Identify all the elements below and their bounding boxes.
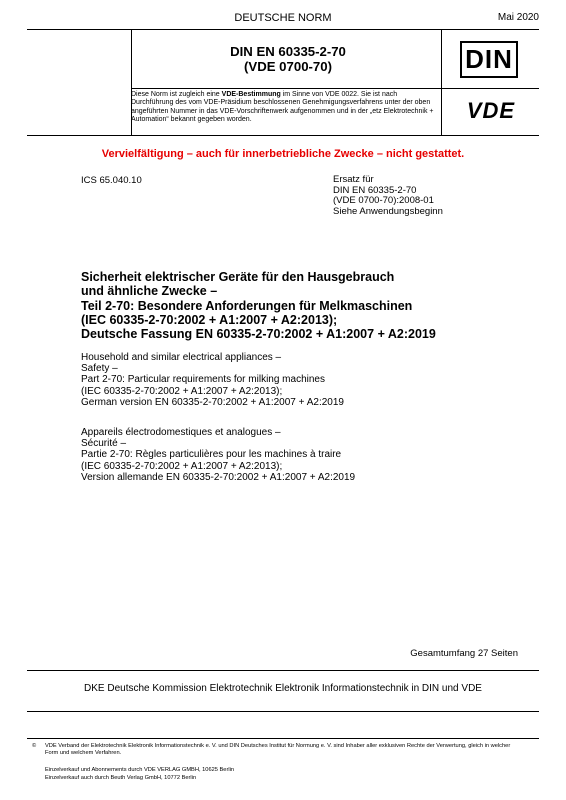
header-title: DEUTSCHE NORM (234, 12, 332, 24)
vde-note-text-2: im Sinne von VDE 0022. Sie ist nach Durchführung des vom VDE-Präsidium beschlossenen Genehmigungsverfahrens unter der oben angeführten Nummer in das VDE-Vorschriftenwerk aufgenommen und in der „etz Elektrotechnik + Automation“ bekannt gegeben worden. (131, 91, 434, 124)
dke-line: DKE Deutsche Kommission Elektrotechnik Elektronik Informationstechnik in DIN und VDE (84, 683, 482, 694)
footer-divider (27, 738, 539, 739)
title-german-line: und ähnliche Zwecke – (81, 284, 218, 299)
din-logo (460, 41, 518, 78)
title-german-line: Teil 2-70: Besondere Anforderungen für Melkmaschinen (81, 298, 413, 313)
replacement-line: DIN EN 60335-2-70 (333, 184, 417, 196)
title-french-line: Version allemande EN 60335-2-70:2002 + A1:2007 + A2:2019 (81, 471, 356, 483)
copy-warning: Vervielfältigung – auch für innerbetriebliche Zwecke – nicht gestattet. (101, 148, 465, 160)
dke-top-divider (27, 670, 539, 671)
frame-bottom-line (27, 135, 539, 136)
title-english-line: Safety – (81, 363, 118, 375)
standard-number-block (140, 44, 436, 74)
replacement-line: (VDE 0700-70):2008-01 (333, 195, 434, 206)
title-german-line: Sicherheit elektrischer Geräte für den Hausgebrauch (81, 270, 395, 284)
standard-number: DIN EN 60335-2-70 (230, 44, 346, 59)
vde-note-bold: VDE-Bestimmung (221, 91, 281, 98)
frame-middle-line (131, 88, 539, 89)
title-english-line: Household and similar electrical appliances – (81, 352, 282, 363)
replacement-line: Ersatz für (333, 174, 374, 185)
replacement-line: Siehe Anwendungsbeginn (333, 205, 443, 217)
vde-note (131, 91, 437, 125)
title-french (81, 427, 541, 483)
sales-line: Einzelverkauf und Abonnements durch VDE VERLAG GMBH, 10625 Berlin (45, 767, 235, 773)
frame-right-line (441, 29, 442, 135)
dke-bottom-divider (27, 711, 539, 712)
title-english-line: (IEC 60335-2-70:2002 + A1:2007 + A2:2013); (81, 385, 283, 397)
title-english-line: Part 2-70: Particular requirements for milking machines (81, 374, 325, 386)
vde-logo: VDE (466, 98, 516, 123)
vde-note-text-1: Diese Norm ist zugleich eine (131, 91, 222, 98)
title-german-line: (IEC 60335-2-70:2002 + A1:2007 + A2:2013); (81, 312, 338, 327)
din-logo-text: DIN (465, 44, 513, 74)
title-english (81, 352, 541, 408)
ics-code: ICS 65.040.10 (81, 175, 142, 186)
title-french-line: Sécurité – (81, 438, 127, 450)
title-german-line: Deutsche Fassung EN 60335-2-70:2002 + A1:2007 + A2:2019 (81, 327, 436, 342)
header-date: Mai 2020 (497, 12, 539, 23)
replacement-info (333, 175, 443, 217)
copyright-symbol: © (32, 743, 37, 749)
title-english-line: German version EN 60335-2-70:2002 + A1:2007 + A2:2019 (81, 396, 344, 408)
copyright-text: VDE Verband der Elektrotechnik Elektronik Informationstechnik e. V. und DIN Deutsches Institut für Normung e. V. sind Inhaber aller exklusiven Rechte der Verwertung, gleich in welcher Form und welchem Verfahren. (45, 743, 511, 756)
total-pages: Gesamtumfang 27 Seiten (410, 648, 518, 659)
footer-copyright (32, 743, 525, 757)
title-french-line: Appareils électrodomestiques et analogues – (81, 427, 281, 438)
title-french-line: Partie 2-70: Règles particulières pour les machines à traire (81, 449, 342, 461)
footer-sales (45, 767, 234, 782)
header-divider (27, 29, 539, 30)
title-french-line: (IEC 60335-2-70:2002 + A1:2007 + A2:2013); (81, 460, 283, 472)
title-german (81, 270, 541, 341)
sales-line: Einzelverkauf auch durch Beuth Verlag GmbH, 10772 Berlin (45, 774, 197, 781)
vde-number: (VDE 0700-70) (244, 59, 332, 74)
